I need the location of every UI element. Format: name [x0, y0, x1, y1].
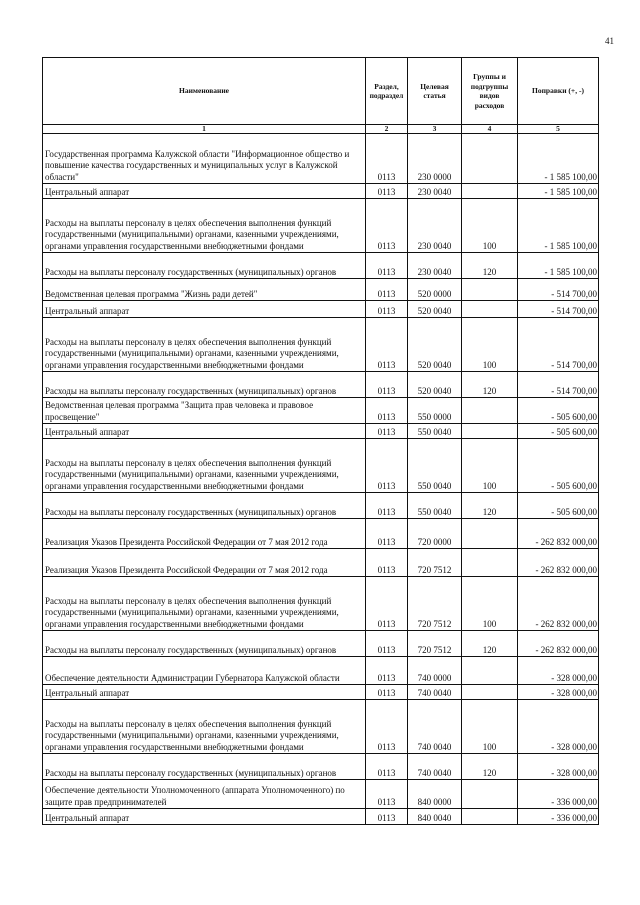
- row-amount-cell: - 328 000,00: [518, 657, 599, 685]
- table-row: [43, 809, 599, 825]
- row-section-cell: 0113: [366, 700, 408, 754]
- row-name-cell: Ведомственная целевая программа "Жизнь ради детей": [43, 279, 366, 301]
- table-row: [43, 519, 599, 549]
- row-section-cell: 0113: [366, 253, 408, 279]
- row-section-cell: 0113: [366, 318, 408, 372]
- row-amount-cell: - 1 585 100,00: [518, 184, 599, 199]
- row-section-cell: 0113: [366, 184, 408, 199]
- row-name-cell: Расходы на выплаты персоналу в целях обеспечения выполнения функций государственными (муниципальными) органами, казенными учреждениями, органами управления государственными внебюджетными фондами: [43, 199, 366, 253]
- row-group-cell: 100: [462, 318, 518, 372]
- row-group-cell: [462, 301, 518, 318]
- page-number: 41: [605, 36, 614, 46]
- row-name-cell: Расходы на выплаты персоналу в целях обеспечения выполнения функций государственными (муниципальными) органами, казенными учреждениями, органами управления государственными внебюджетными фондами: [43, 318, 366, 372]
- row-amount-cell: - 505 600,00: [518, 424, 599, 439]
- row-section-cell: 0113: [366, 549, 408, 577]
- row-target-cell: 720 0000: [408, 519, 462, 549]
- row-target-cell: 840 0040: [408, 809, 462, 825]
- row-name-cell: Обеспечение деятельности Администрации Губернатора Калужской области: [43, 657, 366, 685]
- row-name-cell: Расходы на выплаты персоналу государственных (муниципальных) органов: [43, 253, 366, 279]
- row-group-cell: [462, 780, 518, 809]
- table-row: [43, 754, 599, 780]
- row-name-cell: Центральный аппарат: [43, 424, 366, 439]
- row-section-cell: 0113: [366, 809, 408, 825]
- row-group-cell: [462, 279, 518, 301]
- row-section-cell: 0113: [366, 398, 408, 424]
- row-amount-cell: - 505 600,00: [518, 493, 599, 519]
- row-amount-cell: - 262 832 000,00: [518, 577, 599, 631]
- row-target-cell: 840 0000: [408, 780, 462, 809]
- row-section-cell: 0113: [366, 685, 408, 700]
- row-group-cell: 100: [462, 199, 518, 253]
- row-section-cell: 0113: [366, 577, 408, 631]
- row-amount-cell: - 336 000,00: [518, 780, 599, 809]
- row-name-cell: Центральный аппарат: [43, 809, 366, 825]
- row-group-cell: [462, 184, 518, 199]
- row-target-cell: 230 0040: [408, 199, 462, 253]
- row-target-cell: 550 0040: [408, 493, 462, 519]
- row-group-cell: [462, 134, 518, 184]
- row-amount-cell: - 336 000,00: [518, 809, 599, 825]
- row-name-cell: Расходы на выплаты персоналу государственных (муниципальных) органов: [43, 631, 366, 657]
- table-row: [43, 631, 599, 657]
- header-amendment: Поправки (+, -): [518, 58, 599, 125]
- table-row: [43, 424, 599, 439]
- row-target-cell: 520 0040: [408, 318, 462, 372]
- row-section-cell: 0113: [366, 372, 408, 398]
- table-row: [43, 439, 599, 493]
- table-row: [43, 549, 599, 577]
- row-target-cell: 740 0040: [408, 754, 462, 780]
- row-target-cell: 520 0040: [408, 301, 462, 318]
- row-section-cell: 0113: [366, 631, 408, 657]
- row-section-cell: 0113: [366, 279, 408, 301]
- row-section-cell: 0113: [366, 439, 408, 493]
- row-name-cell: Реализация Указов Президента Российской Федерации от 7 мая 2012 года: [43, 549, 366, 577]
- row-group-cell: 120: [462, 631, 518, 657]
- table-row: [43, 134, 599, 184]
- table-row: [43, 577, 599, 631]
- table-row: [43, 279, 599, 301]
- table-row: [43, 780, 599, 809]
- row-section-cell: 0113: [366, 657, 408, 685]
- row-name-cell: Обеспечение деятельности Уполномоченного (аппарата Уполномоченного) по защите прав предпринимателей: [43, 780, 366, 809]
- row-amount-cell: - 1 585 100,00: [518, 134, 599, 184]
- header-section: Раздел, подраздел: [366, 58, 408, 125]
- row-section-cell: 0113: [366, 780, 408, 809]
- row-amount-cell: - 328 000,00: [518, 685, 599, 700]
- row-group-cell: 120: [462, 754, 518, 780]
- row-target-cell: 550 0040: [408, 424, 462, 439]
- table-row: [43, 318, 599, 372]
- row-name-cell: Расходы на выплаты персоналу в целях обеспечения выполнения функций государственными (муниципальными) органами, казенными учреждениями, органами управления государственными внебюджетными фондами: [43, 439, 366, 493]
- column-number: 3: [408, 125, 462, 134]
- row-group-cell: [462, 809, 518, 825]
- row-name-cell: Центральный аппарат: [43, 685, 366, 700]
- row-target-cell: 740 0040: [408, 685, 462, 700]
- row-amount-cell: - 514 700,00: [518, 318, 599, 372]
- table-row: [43, 398, 599, 424]
- row-group-cell: 100: [462, 700, 518, 754]
- row-section-cell: 0113: [366, 493, 408, 519]
- row-group-cell: [462, 424, 518, 439]
- column-number-row: [43, 125, 599, 134]
- row-amount-cell: - 505 600,00: [518, 439, 599, 493]
- row-section-cell: 0113: [366, 424, 408, 439]
- row-section-cell: 0113: [366, 754, 408, 780]
- row-group-cell: 100: [462, 439, 518, 493]
- row-amount-cell: - 514 700,00: [518, 279, 599, 301]
- table-row: [43, 301, 599, 318]
- row-name-cell: Расходы на выплаты персоналу в целях обеспечения выполнения функций государственными (муниципальными) органами, казенными учреждениями, органами управления государственными внебюджетными фондами: [43, 700, 366, 754]
- row-amount-cell: - 1 585 100,00: [518, 253, 599, 279]
- table-header-row: [43, 58, 599, 125]
- row-name-cell: Центральный аппарат: [43, 184, 366, 199]
- row-amount-cell: - 505 600,00: [518, 398, 599, 424]
- row-name-cell: Расходы на выплаты персоналу в целях обеспечения выполнения функций государственными (муниципальными) органами, казенными учреждениями, органами управления государственными внебюджетными фондами: [43, 577, 366, 631]
- column-number: 5: [518, 125, 599, 134]
- row-amount-cell: - 328 000,00: [518, 700, 599, 754]
- column-number: 2: [366, 125, 408, 134]
- row-target-cell: 720 7512: [408, 549, 462, 577]
- table-row: [43, 253, 599, 279]
- row-amount-cell: - 262 832 000,00: [518, 519, 599, 549]
- row-target-cell: 720 7512: [408, 577, 462, 631]
- row-target-cell: 230 0000: [408, 134, 462, 184]
- row-group-cell: 120: [462, 253, 518, 279]
- row-group-cell: 100: [462, 577, 518, 631]
- row-name-cell: Реализация Указов Президента Российской Федерации от 7 мая 2012 года: [43, 519, 366, 549]
- header-target: Целевая статья: [408, 58, 462, 125]
- row-amount-cell: - 514 700,00: [518, 301, 599, 318]
- row-target-cell: 520 0000: [408, 279, 462, 301]
- row-section-cell: 0113: [366, 519, 408, 549]
- row-amount-cell: - 1 585 100,00: [518, 199, 599, 253]
- row-group-cell: [462, 519, 518, 549]
- row-name-cell: Государственная программа Калужской области "Информационное общество и повышение качества государственных и муниципальных услуг в Калужской области": [43, 134, 366, 184]
- row-target-cell: 740 0040: [408, 700, 462, 754]
- row-group-cell: [462, 657, 518, 685]
- row-target-cell: 720 7512: [408, 631, 462, 657]
- row-section-cell: 0113: [366, 301, 408, 318]
- row-target-cell: 230 0040: [408, 253, 462, 279]
- row-group-cell: [462, 549, 518, 577]
- row-section-cell: 0113: [366, 199, 408, 253]
- row-group-cell: 120: [462, 493, 518, 519]
- row-amount-cell: - 514 700,00: [518, 372, 599, 398]
- row-target-cell: 230 0040: [408, 184, 462, 199]
- row-group-cell: 120: [462, 372, 518, 398]
- column-number: 4: [462, 125, 518, 134]
- row-group-cell: [462, 685, 518, 700]
- header-name: Наименование: [43, 58, 366, 125]
- row-group-cell: [462, 398, 518, 424]
- row-target-cell: 520 0040: [408, 372, 462, 398]
- row-name-cell: Ведомственная целевая программа "Защита прав человека и правовое просвещение": [43, 398, 366, 424]
- budget-amendments-table: [42, 57, 599, 825]
- row-amount-cell: - 262 832 000,00: [518, 549, 599, 577]
- row-amount-cell: - 328 000,00: [518, 754, 599, 780]
- row-name-cell: Расходы на выплаты персоналу государственных (муниципальных) органов: [43, 493, 366, 519]
- row-amount-cell: - 262 832 000,00: [518, 631, 599, 657]
- table-row: [43, 372, 599, 398]
- table-row: [43, 493, 599, 519]
- row-name-cell: Центральный аппарат: [43, 301, 366, 318]
- column-number: 1: [43, 125, 366, 134]
- row-target-cell: 740 0000: [408, 657, 462, 685]
- row-target-cell: 550 0000: [408, 398, 462, 424]
- row-target-cell: 550 0040: [408, 439, 462, 493]
- table-row: [43, 199, 599, 253]
- row-name-cell: Расходы на выплаты персоналу государственных (муниципальных) органов: [43, 372, 366, 398]
- table-row: [43, 657, 599, 685]
- table-row: [43, 700, 599, 754]
- header-group: Группы и подгруппы видов расходов: [462, 58, 518, 125]
- table-row: [43, 685, 599, 700]
- table-row: [43, 184, 599, 199]
- row-section-cell: 0113: [366, 134, 408, 184]
- row-name-cell: Расходы на выплаты персоналу государственных (муниципальных) органов: [43, 754, 366, 780]
